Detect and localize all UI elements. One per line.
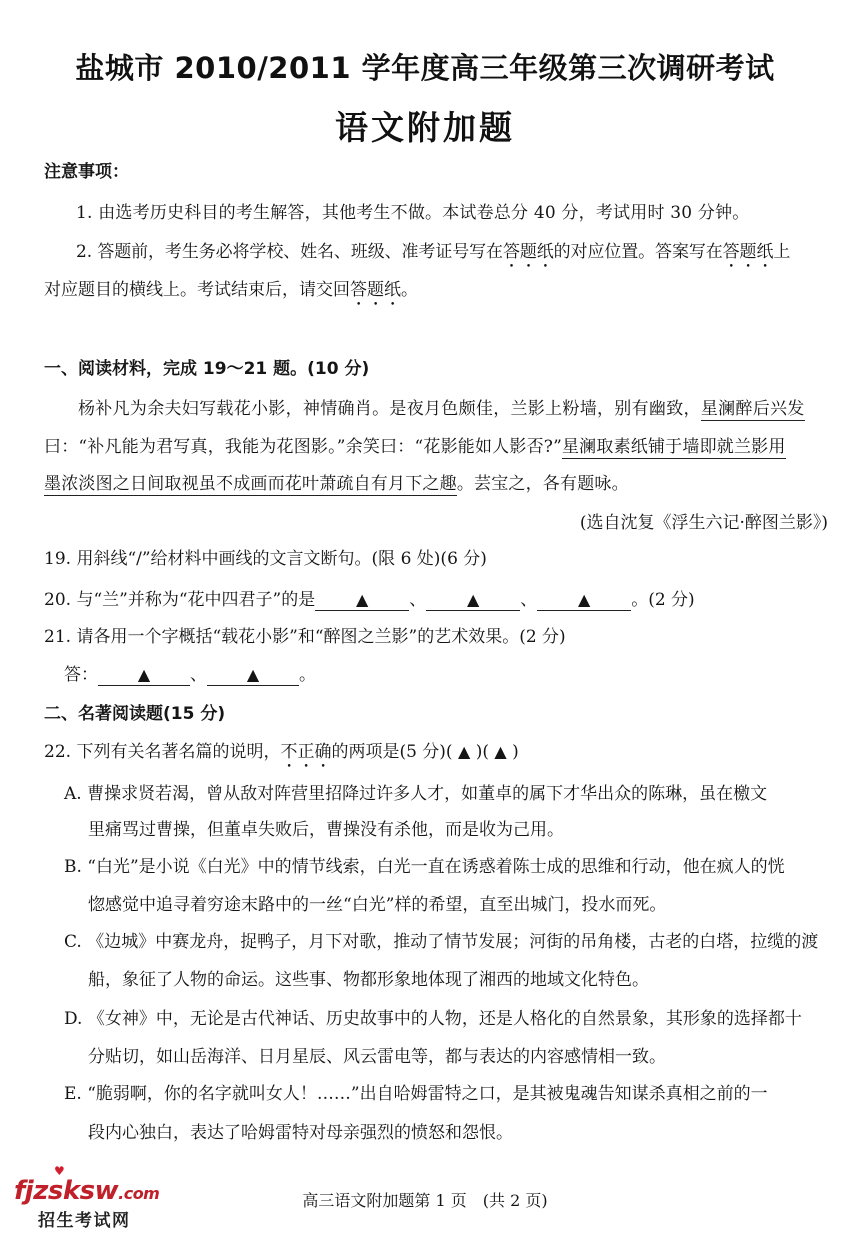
heart-icon: ♥ (54, 1164, 65, 1178)
notice-heading: 注意事项： (44, 162, 129, 182)
option-e-line-2: 段内心独白，表达了哈姆雷特对母亲强烈的愤怒和怨恨。 (88, 1123, 513, 1143)
question-21: 21. 请各用一个字概括“载花小影”和“醉图之兰影”的艺术效果。(2 分) (44, 627, 566, 647)
option-d-line-2: 分贴切，如山岳海洋、日月星辰、风云雷电等，都与表达的内容感情相一致。 (88, 1047, 666, 1067)
option-c-line-1: C. 《边城》中赛龙舟，捉鸭子，月下对歌，推动了情节发展；河街的吊角楼，古老的白塔，拉缆的渡 (64, 932, 819, 952)
section1-heading: 一、阅读材料，完成 19～21 题。(10 分) (44, 359, 370, 379)
answer-blank[interactable]: ▲ (207, 665, 299, 686)
site-logo-caption: 招生考试网 (38, 1211, 131, 1231)
answer-blank[interactable]: ▲ (315, 590, 409, 611)
passage-line-1: 杨补凡为余夫妇写载花小影，神情确肖。是夜月色颇佳，兰影上粉墙，别有幽致，星澜醉后兴发 (78, 399, 805, 419)
option-b-line-2: 惚感觉中追寻着穷途末路中的一丝“白光”样的希望，直至出城门，投水而死。 (88, 895, 667, 915)
option-b-line-1: B. “白光”是小说《白光》中的情节线索，白光一直在诱惑着陈士成的思维和行动，他在疯人的恍 (64, 857, 785, 877)
answer-blank[interactable]: ▲ (457, 742, 471, 761)
question-19: 19. 用斜线“/”给材料中画线的文言文断句。(限 6 处)(6 分) (44, 549, 487, 569)
question-22: 22. 下列有关名著名篇的说明，不正确的两项是(5 分)( ▲ )( ▲ ) (44, 742, 519, 762)
exam-title: 盐城市 2010/2011 学年度高三年级第三次调研考试 (75, 51, 775, 85)
exam-subtitle: 语文附加题 (335, 108, 515, 147)
question-21-answer: 答： ▲ 、 ▲ 。 (64, 665, 316, 685)
option-e-line-1: E. “脆弱啊，你的名字就叫女人！……”出自哈姆雷特之口，是其被鬼魂告知谋杀真相之前的一 (64, 1084, 768, 1104)
notice-item-2: 2. 答题前，考生务必将学校、姓名、班级、准考证号写在答题纸的对应位置。答案写在答题纸上 (76, 242, 791, 262)
passage-source: (选自沈复《浮生六记·醉图兰影》) (579, 513, 828, 533)
option-c-line-2: 船，象征了人物的命运。这些事、物都形象地体现了湘西的地域文化特色。 (88, 970, 649, 990)
section2-heading: 二、名著阅读题(15 分) (44, 704, 226, 724)
page-number: 高三语文附加题第 1 页 (共 2 页) (302, 1191, 548, 1210)
site-logo[interactable]: fjzsksw.com (14, 1176, 160, 1206)
passage-line-2: 曰：“补凡能为君写真，我能为花图影。”余笑曰：“花影能如人影否?”星澜取素纸铺于墙即就兰影用 (44, 437, 786, 457)
option-a-line-1: A. 曹操求贤若渴，曾从敌对阵营里招降过许多人才，如董卓的属下才华出众的陈琳，虽在檄文 (64, 784, 768, 804)
passage-line-3: 墨浓淡图之日间取视虽不成画而花叶萧疏自有月下之趣。芸宝之，各有题咏。 (44, 474, 629, 494)
answer-blank[interactable]: ▲ (98, 665, 190, 686)
answer-blank[interactable]: ▲ (537, 590, 631, 611)
answer-blank[interactable]: ▲ (494, 742, 507, 761)
answer-blank[interactable]: ▲ (426, 590, 520, 611)
option-d-line-1: D. 《女神》中，无论是古代神话、历史故事中的人物，还是人格化的自然景象，其形象的选择都十 (64, 1009, 802, 1029)
notice-item-2-cont: 对应题目的横线上。考试结束后，请交回答题纸。 (44, 280, 418, 300)
question-20: 20. 与“兰”并称为“花中四君子”的是 ▲ 、 ▲ 、 ▲ 。(2 分) (44, 590, 695, 610)
option-a-line-2: 里痛骂过曹操，但董卓失败后，曹操没有杀他，而是收为己用。 (88, 820, 564, 840)
notice-item-1: 1. 由选考历史科目的考生解答，其他考生不做。本试卷总分 40 分，考试用时 30 分钟。 (76, 203, 750, 223)
